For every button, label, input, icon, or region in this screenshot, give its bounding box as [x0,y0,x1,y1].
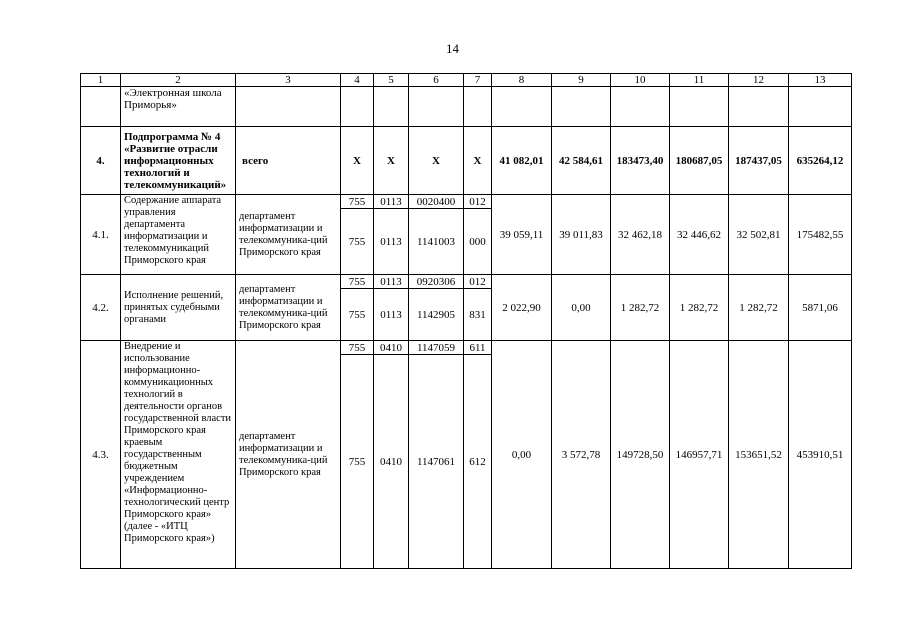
value-cell: 183473,40 [611,127,670,195]
code-cell: 611 [464,341,492,355]
code-cell: 0113 [374,209,409,275]
column-header: 7 [464,74,492,87]
code-cell: 755 [341,275,374,289]
column-number-row [81,74,852,87]
value-cell: 39 059,11 [492,195,552,275]
row-name: Внедрение и использование информационно-коммуникационных технологий в деятельности органов государственной власти Приморского края краевым государственным бюджетным учреждением «Информационно-технологический центр Приморского края» (далее - «ИТЦ Приморского края») [121,341,236,569]
value-cell: 180687,05 [670,127,729,195]
value-cell: 635264,12 [789,127,852,195]
code-cell: 0410 [374,355,409,569]
code-cell: 012 [464,275,492,289]
value-cell: 39 011,83 [552,195,611,275]
column-header: 9 [552,74,611,87]
row-number: 4.2. [81,275,121,341]
value-cell: 41 082,01 [492,127,552,195]
value-cell: 453910,51 [789,341,852,569]
code-cell: 1147061 [409,355,464,569]
column-header: 5 [374,74,409,87]
value-cell: 153651,52 [729,341,789,569]
code-cell: 1147059 [409,341,464,355]
row-number: 4. [81,127,121,195]
table-row-4-2 [81,275,852,289]
value-cell: 32 502,81 [729,195,789,275]
value-cell: 32 446,62 [670,195,729,275]
page-number: 14 [446,41,459,56]
code-cell: 755 [341,289,374,341]
value-cell: 3 572,78 [552,341,611,569]
code-cell: 1141003 [409,209,464,275]
table-row-4-3 [81,341,852,355]
value-cell: 1 282,72 [670,275,729,341]
value-cell: 1 282,72 [611,275,670,341]
column-header: 11 [670,74,729,87]
code-cell: 831 [464,289,492,341]
value-cell: 32 462,18 [611,195,670,275]
value-cell: 187437,05 [729,127,789,195]
value-cell: 5871,06 [789,275,852,341]
table-row-subprogram-4 [81,127,852,195]
column-header: 13 [789,74,852,87]
value-cell: 0,00 [492,341,552,569]
column-header: 1 [81,74,121,87]
code-cell: 0020400 [409,195,464,209]
row-number: 4.1. [81,195,121,275]
column-header: 10 [611,74,670,87]
row-executor: департамент информатизации и телекоммуника-ций Приморского края [236,341,341,569]
code-cell: 0113 [374,275,409,289]
code-cell: 755 [341,209,374,275]
row-executor: всего [236,127,341,195]
code-cell: 0410 [374,341,409,355]
value-cell: 149728,50 [611,341,670,569]
code-cell: 000 [464,209,492,275]
code-cell: X [409,127,464,195]
code-cell: X [464,127,492,195]
code-cell: 612 [464,355,492,569]
value-cell: 42 584,61 [552,127,611,195]
column-header: 4 [341,74,374,87]
code-cell: 012 [464,195,492,209]
column-header: 3 [236,74,341,87]
row-executor: департамент информатизации и телекоммуника-ций Приморского края [236,195,341,275]
code-cell: 1142905 [409,289,464,341]
value-cell: 0,00 [552,275,611,341]
code-cell: X [341,127,374,195]
budget-table [80,73,852,569]
value-cell: 146957,71 [670,341,729,569]
column-header: 12 [729,74,789,87]
table-row-carry [81,87,852,127]
code-cell: 755 [341,341,374,355]
column-header: 8 [492,74,552,87]
code-cell: 0113 [374,195,409,209]
carry-name: «Электронная школа Приморья» [121,87,236,127]
value-cell: 175482,55 [789,195,852,275]
value-cell: 1 282,72 [729,275,789,341]
value-cell: 2 022,90 [492,275,552,341]
code-cell: 0920306 [409,275,464,289]
row-number: 4.3. [81,341,121,569]
code-cell: 0113 [374,289,409,341]
row-name: Исполнение решений, принятых судебными органами [121,275,236,341]
column-header: 2 [121,74,236,87]
code-cell: 755 [341,355,374,569]
row-name: Содержание аппарата управления департамента информатизации и телекоммуникаций Приморского края [121,195,236,275]
column-header: 6 [409,74,464,87]
table-row-4-1 [81,195,852,209]
row-executor: департамент информатизации и телекоммуника-ций Приморского края [236,275,341,341]
code-cell: X [374,127,409,195]
code-cell: 755 [341,195,374,209]
row-name: Подпрограмма № 4 «Развитие отрасли информационных технологий и телекоммуникаций» [121,127,236,195]
